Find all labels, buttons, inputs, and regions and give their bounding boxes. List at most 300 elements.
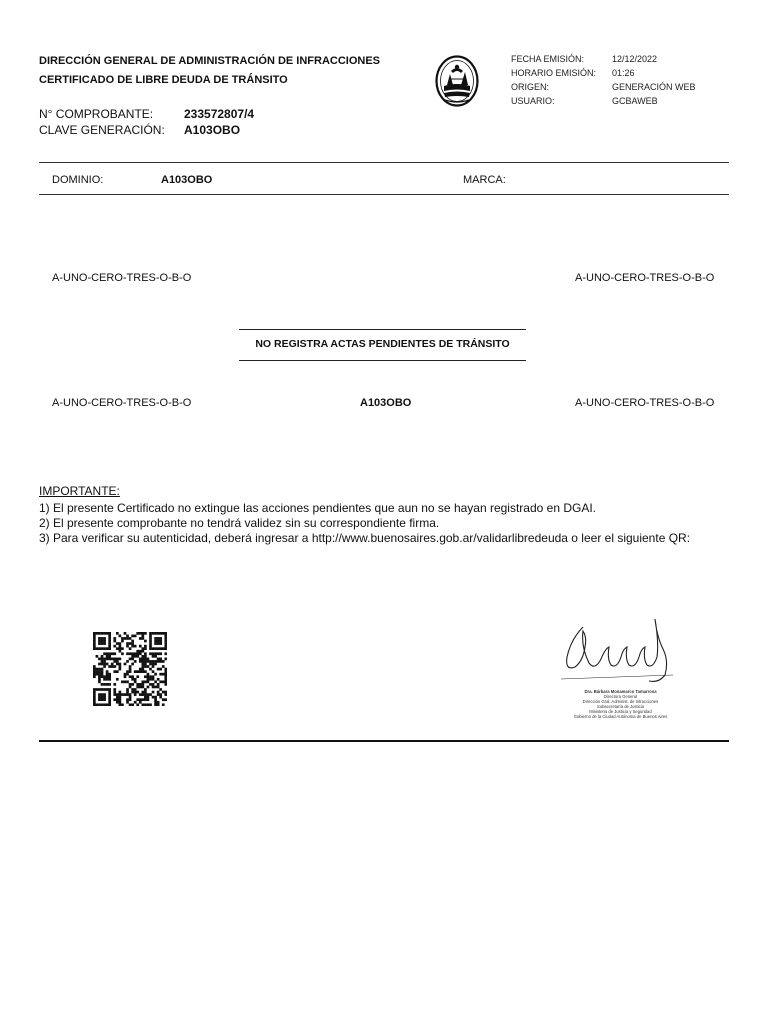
qr-module <box>93 645 96 648</box>
qr-module <box>98 642 101 645</box>
qr-module <box>139 701 142 704</box>
qr-module <box>147 698 150 701</box>
qr-module <box>149 647 152 650</box>
qr-module <box>154 701 157 704</box>
qr-module <box>144 703 147 706</box>
qr-module <box>119 693 122 696</box>
qr-module <box>124 693 127 696</box>
qr-module <box>157 678 160 681</box>
qr-module <box>157 668 160 671</box>
qr-module <box>162 647 165 650</box>
status-message: NO REGISTRA ACTAS PENDIENTES DE TRÁNSITO <box>255 338 510 350</box>
qr-module <box>162 673 165 676</box>
qr-module <box>134 660 137 663</box>
qr-module <box>101 683 104 686</box>
qr-module <box>126 660 129 663</box>
qr-module <box>101 637 104 640</box>
qr-module <box>139 637 142 640</box>
meta-label-usuario: USUARIO: <box>511 96 555 106</box>
qr-module <box>103 632 106 635</box>
qr-module <box>149 675 152 678</box>
qr-module <box>93 670 96 673</box>
qr-module <box>108 673 111 676</box>
qr-module <box>93 635 96 638</box>
qr-module <box>144 696 147 699</box>
qr-module <box>98 696 101 699</box>
qr-module <box>154 640 157 643</box>
qr-module <box>119 650 122 653</box>
qr-module <box>136 675 139 678</box>
qr-module <box>141 665 144 668</box>
qr-module <box>139 658 142 661</box>
qr-module <box>141 670 144 673</box>
qr-module <box>152 647 155 650</box>
qr-module <box>108 698 111 701</box>
qr-module <box>113 670 116 673</box>
qr-module <box>141 668 144 671</box>
qr-module <box>98 673 101 676</box>
qr-module <box>126 688 129 691</box>
qr-code[interactable] <box>93 632 167 706</box>
qr-module <box>141 655 144 658</box>
qr-module <box>144 693 147 696</box>
qr-module <box>93 696 96 699</box>
qr-module <box>126 637 129 640</box>
qr-module <box>141 703 144 706</box>
qr-module <box>157 640 160 643</box>
qr-module <box>164 658 167 661</box>
qr-module <box>108 635 111 638</box>
qr-module <box>152 678 155 681</box>
qr-module <box>119 663 122 666</box>
qr-module <box>129 675 132 678</box>
qr-module <box>108 688 111 691</box>
qr-module <box>164 673 167 676</box>
qr-module <box>144 658 147 661</box>
qr-module <box>126 645 129 648</box>
qr-module <box>113 637 116 640</box>
qr-module <box>164 693 167 696</box>
qr-module <box>157 637 160 640</box>
qr-module <box>144 665 147 668</box>
qr-module <box>119 647 122 650</box>
qr-module <box>159 632 162 635</box>
phonetic-top-left: A-UNO-CERO-TRES-O-B-O <box>52 272 192 284</box>
qr-module <box>157 686 160 689</box>
qr-module <box>126 701 129 704</box>
qr-module <box>147 703 150 706</box>
qr-module <box>98 703 101 706</box>
qr-module <box>101 660 104 663</box>
qr-module <box>106 632 109 635</box>
qr-module <box>164 680 167 683</box>
qr-module <box>147 660 150 663</box>
qr-module <box>103 665 106 668</box>
qr-module <box>162 703 165 706</box>
qr-module <box>159 688 162 691</box>
qr-module <box>103 660 106 663</box>
clave-value: A103OBO <box>184 123 241 137</box>
qr-module <box>119 668 122 671</box>
qr-module <box>116 658 119 661</box>
qr-module <box>131 663 134 666</box>
qr-module <box>149 703 152 706</box>
qr-module <box>106 670 109 673</box>
qr-module <box>162 632 165 635</box>
qr-module <box>164 637 167 640</box>
qr-module <box>147 658 150 661</box>
qr-module <box>149 645 152 648</box>
qr-module <box>157 642 160 645</box>
qr-module <box>154 673 157 676</box>
qr-module <box>119 701 122 704</box>
qr-module <box>101 658 104 661</box>
qr-module <box>113 652 116 655</box>
qr-module <box>124 632 127 635</box>
status-box <box>239 329 526 361</box>
qr-module <box>149 642 152 645</box>
qr-module <box>108 637 111 640</box>
qr-module <box>154 637 157 640</box>
qr-module <box>93 665 96 668</box>
qr-module <box>154 647 157 650</box>
signatory-line-5: Gobierno de la Ciudad Autónoma de Buenos Aires <box>573 714 668 719</box>
qr-module <box>126 635 129 638</box>
qr-module <box>126 670 129 673</box>
qr-module <box>126 642 129 645</box>
notes-heading: IMPORTANTE: <box>39 484 120 498</box>
qr-module <box>98 658 101 661</box>
qr-module <box>121 647 124 650</box>
qr-module <box>141 663 144 666</box>
qr-module <box>116 696 119 699</box>
qr-module <box>119 665 122 668</box>
qr-module <box>108 652 111 655</box>
qr-module <box>159 642 162 645</box>
qr-module <box>106 683 109 686</box>
qr-module <box>136 670 139 673</box>
qr-module <box>134 635 137 638</box>
qr-module <box>111 665 114 668</box>
qr-module <box>106 673 109 676</box>
qr-module <box>136 683 139 686</box>
qr-module <box>144 645 147 648</box>
qr-module <box>154 642 157 645</box>
qr-module <box>113 698 116 701</box>
qr-module <box>103 703 106 706</box>
qr-module <box>98 678 101 681</box>
qr-module <box>149 652 152 655</box>
qr-module <box>108 647 111 650</box>
qr-module <box>131 691 134 694</box>
qr-module <box>113 660 116 663</box>
qr-module <box>152 632 155 635</box>
qr-module <box>93 688 96 691</box>
qr-module <box>108 696 111 699</box>
qr-module <box>164 698 167 701</box>
qr-module <box>116 698 119 701</box>
qr-module <box>101 642 104 645</box>
qr-module <box>129 686 132 689</box>
qr-module <box>157 647 160 650</box>
qr-module <box>134 691 137 694</box>
qr-module <box>154 698 157 701</box>
handwritten-signature <box>553 607 688 687</box>
qr-module <box>152 652 155 655</box>
qr-module <box>141 650 144 653</box>
qr-module <box>106 652 109 655</box>
qr-module <box>121 680 124 683</box>
meta-value-origen: GENERACIÓN WEB <box>612 82 696 92</box>
qr-module <box>101 675 104 678</box>
signature-block <box>553 607 688 725</box>
qr-module <box>144 691 147 694</box>
qr-module <box>157 693 160 696</box>
qr-module <box>93 668 96 671</box>
qr-module <box>139 686 142 689</box>
qr-module <box>116 647 119 650</box>
qr-module <box>101 632 104 635</box>
qr-module <box>98 698 101 701</box>
qr-module <box>98 647 101 650</box>
qr-module <box>103 678 106 681</box>
qr-module <box>116 642 119 645</box>
qr-module <box>134 655 137 658</box>
qr-module <box>136 691 139 694</box>
qr-module <box>96 703 99 706</box>
qr-module <box>131 652 134 655</box>
qr-module <box>147 693 150 696</box>
qr-module <box>93 647 96 650</box>
note-item-1: 1) El presente Certificado no extingue las acciones pendientes que aun no se hayan registrado en DGAI. <box>39 501 597 515</box>
comprobante-label: N° COMPROBANTE: <box>39 107 154 121</box>
qr-module <box>116 663 119 666</box>
qr-module <box>113 693 116 696</box>
qr-module <box>113 645 116 648</box>
qr-module <box>141 632 144 635</box>
qr-module <box>126 673 129 676</box>
phonetic-top-right: A-UNO-CERO-TRES-O-B-O <box>575 272 715 284</box>
qr-module <box>111 652 114 655</box>
qr-module <box>154 696 157 699</box>
qr-module <box>98 670 101 673</box>
qr-module <box>93 640 96 643</box>
qr-module <box>98 668 101 671</box>
meta-value-usuario: GCBAWEB <box>612 96 658 106</box>
qr-module <box>134 645 137 648</box>
qr-module <box>139 650 142 653</box>
qr-module <box>154 655 157 658</box>
qr-module <box>116 660 119 663</box>
qr-module <box>164 683 167 686</box>
qr-module <box>101 668 104 671</box>
qr-module <box>164 652 167 655</box>
qr-module <box>152 696 155 699</box>
qr-module <box>162 665 165 668</box>
qr-module <box>159 658 162 661</box>
qr-module <box>152 663 155 666</box>
qr-module <box>134 701 137 704</box>
qr-module <box>159 673 162 676</box>
qr-module <box>162 660 165 663</box>
qr-module <box>139 645 142 648</box>
qr-module <box>144 647 147 650</box>
qr-module <box>113 640 116 643</box>
qr-module <box>164 678 167 681</box>
qr-module <box>159 640 162 643</box>
qr-module <box>121 640 124 643</box>
qr-module <box>101 696 104 699</box>
qr-module <box>108 645 111 648</box>
qr-module <box>157 652 160 655</box>
qr-module <box>119 696 122 699</box>
qr-module <box>96 688 99 691</box>
qr-module <box>93 642 96 645</box>
qr-module <box>134 652 137 655</box>
qr-module <box>108 678 111 681</box>
qr-module <box>139 632 142 635</box>
qr-module <box>129 647 132 650</box>
qr-module <box>141 683 144 686</box>
qr-module <box>147 696 150 699</box>
qr-module <box>129 703 132 706</box>
qr-module <box>141 660 144 663</box>
qr-module <box>131 655 134 658</box>
signatory-name: Dra. Bárbara Monamarco Tamarrosa <box>584 689 657 694</box>
qr-module <box>96 632 99 635</box>
qr-module <box>157 632 160 635</box>
qr-module <box>116 670 119 673</box>
qr-module <box>149 640 152 643</box>
qr-module <box>134 680 137 683</box>
qr-module <box>131 635 134 638</box>
qr-module <box>159 637 162 640</box>
qr-module <box>144 680 147 683</box>
qr-module <box>111 658 114 661</box>
qr-module <box>139 668 142 671</box>
qr-module <box>101 655 104 658</box>
qr-module <box>149 668 152 671</box>
qr-module <box>129 683 132 686</box>
qr-module <box>159 693 162 696</box>
qr-module <box>149 632 152 635</box>
header-title-line1: DIRECCIÓN GENERAL DE ADMINISTRACIÓN DE INFRACCIONES <box>39 55 381 67</box>
qr-module <box>93 637 96 640</box>
qr-module <box>149 660 152 663</box>
qr-module <box>141 658 144 661</box>
qr-module <box>152 675 155 678</box>
qr-module <box>103 658 106 661</box>
qr-module <box>136 632 139 635</box>
qr-module <box>129 693 132 696</box>
qr-module <box>98 632 101 635</box>
qr-module <box>144 632 147 635</box>
qr-module <box>108 693 111 696</box>
qr-module <box>144 670 147 673</box>
qr-module <box>157 660 160 663</box>
qr-module <box>129 665 132 668</box>
qr-module <box>98 663 101 666</box>
qr-module <box>98 675 101 678</box>
qr-module <box>113 658 116 661</box>
qr-module <box>134 678 137 681</box>
qr-module <box>157 701 160 704</box>
qr-module <box>136 686 139 689</box>
qr-module <box>106 688 109 691</box>
qr-module <box>134 688 137 691</box>
qr-module <box>113 665 116 668</box>
qr-module <box>106 658 109 661</box>
qr-module <box>134 693 137 696</box>
qr-module <box>164 675 167 678</box>
qr-module <box>152 665 155 668</box>
qr-module <box>98 680 101 683</box>
divider-bottom <box>39 740 729 742</box>
qr-module <box>126 698 129 701</box>
qr-module <box>108 665 111 668</box>
qr-module <box>164 640 167 643</box>
qr-module <box>101 693 104 696</box>
qr-module <box>113 691 116 694</box>
qr-module <box>108 683 111 686</box>
qr-module <box>129 642 132 645</box>
qr-module <box>149 693 152 696</box>
qr-module <box>101 673 104 676</box>
qr-module <box>159 652 162 655</box>
divider-vehicle <box>39 194 729 195</box>
qr-module <box>116 678 119 681</box>
qr-module <box>157 703 160 706</box>
qr-module <box>144 675 147 678</box>
qr-module <box>98 688 101 691</box>
qr-module <box>96 668 99 671</box>
qr-module <box>108 642 111 645</box>
qr-module <box>131 678 134 681</box>
qr-module <box>119 703 122 706</box>
qr-module <box>159 696 162 699</box>
qr-module <box>116 701 119 704</box>
qr-module <box>152 691 155 694</box>
qr-module <box>113 683 116 686</box>
qr-module <box>126 680 129 683</box>
meta-label-fecha: FECHA EMISIÓN: <box>511 54 585 64</box>
qr-module <box>131 683 134 686</box>
dominio-value: A103OBO <box>161 174 213 186</box>
phonetic-bottom-left: A-UNO-CERO-TRES-O-B-O <box>52 397 192 409</box>
qr-module <box>147 686 150 689</box>
qr-module <box>141 698 144 701</box>
qr-module <box>152 655 155 658</box>
qr-module <box>121 703 124 706</box>
qr-module <box>106 647 109 650</box>
qr-module <box>96 670 99 673</box>
qr-module <box>119 645 122 648</box>
qr-module <box>162 680 165 683</box>
qr-module <box>139 698 142 701</box>
qr-module <box>103 640 106 643</box>
qr-module <box>139 652 142 655</box>
qr-module <box>126 691 129 694</box>
qr-module <box>121 693 124 696</box>
qr-module <box>119 642 122 645</box>
qr-module <box>144 655 147 658</box>
signatory-line-3: Subsecretaría de Justicia <box>596 704 645 709</box>
qr-module <box>93 675 96 678</box>
qr-module <box>131 688 134 691</box>
qr-module <box>136 650 139 653</box>
qr-module <box>108 691 111 694</box>
qr-module <box>108 658 111 661</box>
